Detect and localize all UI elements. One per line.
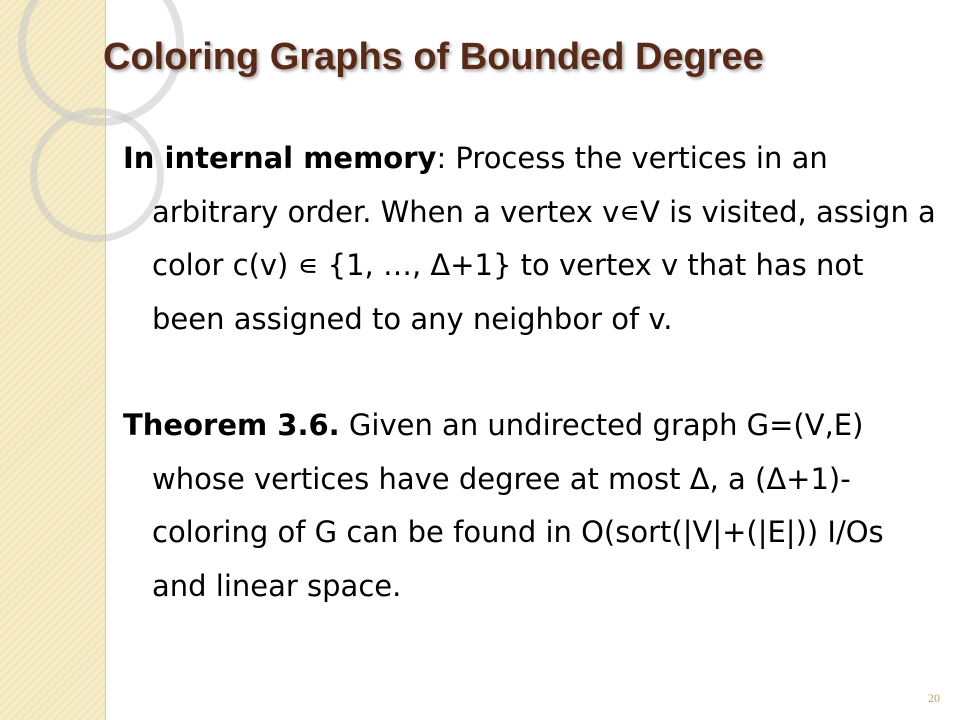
page-number: 20	[928, 691, 940, 705]
paragraph-lead-internal-memory: In internal memory	[123, 141, 437, 175]
slide-title: Coloring Graphs of Bounded Degree	[103, 36, 764, 78]
paragraph-text-internal-memory: : Process the vertices in an arbitrary order. When a vertex v∊V is visited, assign a color c(v) ∊ {1, …, Δ+1} to vertex v that has not been assigned to any neighbor of v.	[152, 141, 936, 336]
slide-body	[123, 132, 938, 613]
paragraph-internal-memory	[123, 132, 938, 346]
paragraph-theorem	[123, 399, 938, 613]
paragraph-text-theorem: Given an undirected graph G=(V,E) whose vertices have degree at most Δ, a (Δ+1)-coloring of G can be found in O(sort(|V|+(|E|)) I/Os and linear space.	[152, 408, 884, 603]
paragraph-lead-theorem: Theorem 3.6.	[123, 408, 340, 442]
